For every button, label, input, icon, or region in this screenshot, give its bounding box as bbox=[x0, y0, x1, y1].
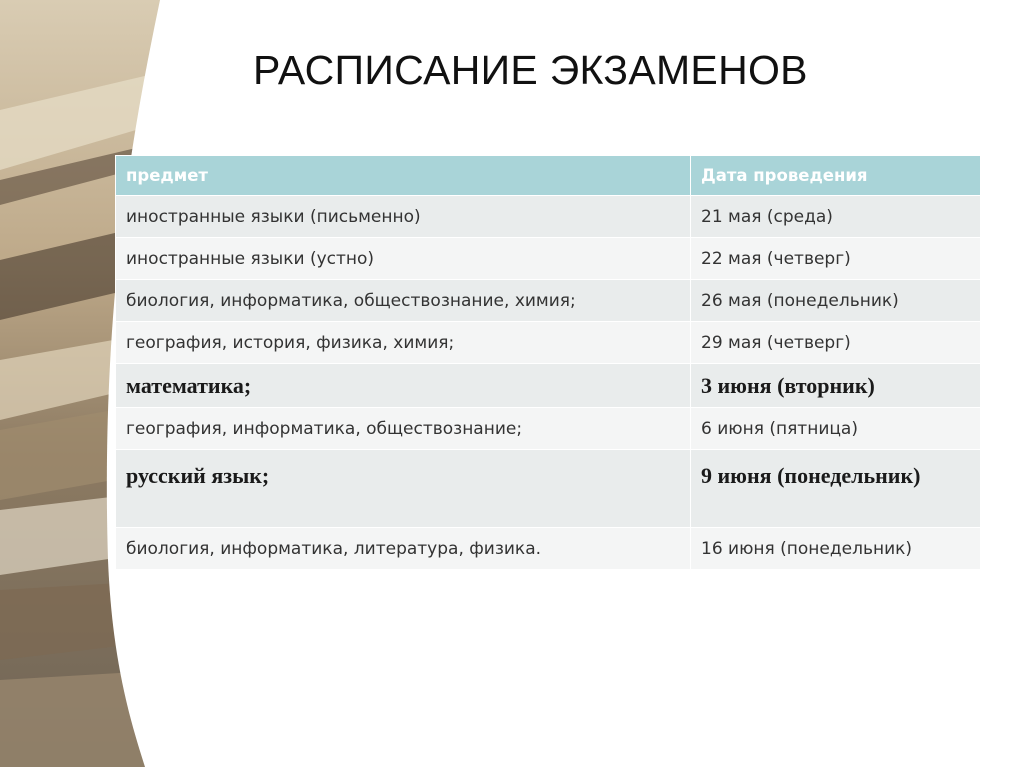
table-row bbox=[116, 528, 981, 570]
date-cell: 21 мая (среда) bbox=[691, 196, 981, 238]
exam-schedule-table bbox=[115, 155, 981, 570]
date-cell: 6 июня (пятница) bbox=[691, 408, 981, 450]
header-date: Дата проведения bbox=[691, 156, 981, 196]
subject-cell: география, информатика, обществознание; bbox=[116, 408, 691, 450]
subject-cell: математика; bbox=[116, 364, 691, 408]
subject-cell: биология, информатика, литература, физика. bbox=[116, 528, 691, 570]
date-cell: 9 июня (понедельник) bbox=[691, 450, 981, 528]
table-row bbox=[116, 196, 981, 238]
table-row bbox=[116, 322, 981, 364]
subject-cell: русский язык; bbox=[116, 450, 691, 528]
date-cell: 29 мая (четверг) bbox=[691, 322, 981, 364]
header-subject: предмет bbox=[116, 156, 691, 196]
date-cell: 22 мая (четверг) bbox=[691, 238, 981, 280]
slide-title: РАСПИСАНИЕ ЭКЗАМЕНОВ bbox=[253, 47, 808, 93]
table-row bbox=[116, 408, 981, 450]
date-cell: 3 июня (вторник) bbox=[691, 364, 981, 408]
subject-cell: география, история, физика, химия; bbox=[116, 322, 691, 364]
subject-cell: биология, информатика, обществознание, химия; bbox=[116, 280, 691, 322]
table-row bbox=[116, 450, 981, 528]
subject-cell: иностранные языки (письменно) bbox=[116, 196, 691, 238]
subject-cell: иностранные языки (устно) bbox=[116, 238, 691, 280]
date-cell: 16 июня (понедельник) bbox=[691, 528, 981, 570]
date-cell: 26 мая (понедельник) bbox=[691, 280, 981, 322]
table-row bbox=[116, 364, 981, 408]
table-row bbox=[116, 238, 981, 280]
table-header-row bbox=[116, 156, 981, 196]
table-row bbox=[116, 280, 981, 322]
